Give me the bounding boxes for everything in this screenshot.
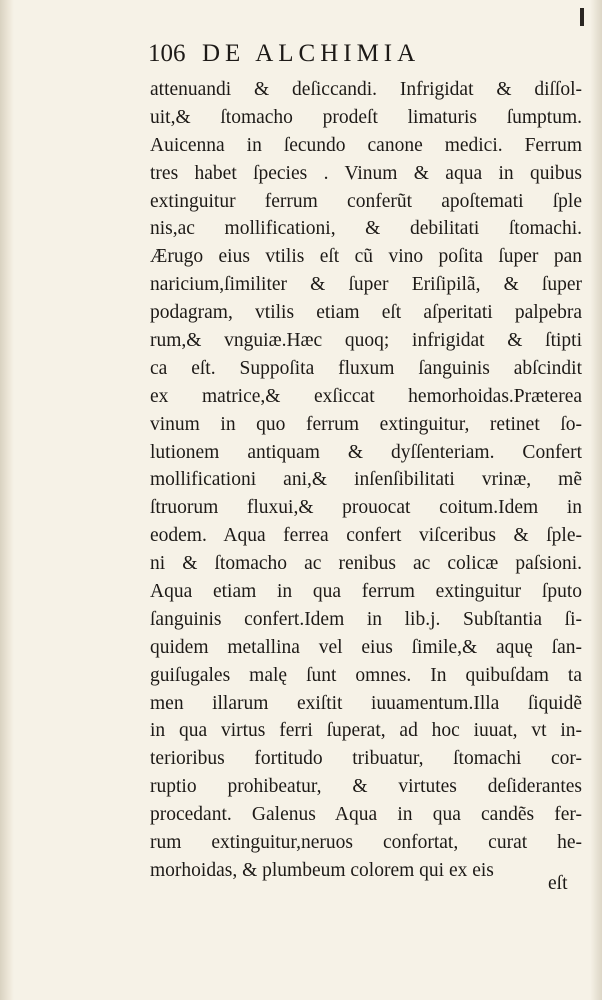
text-line: rum extinguitur,neruos confortat, curat he-	[150, 832, 582, 854]
running-title: DE ALCHIMIA	[202, 40, 421, 67]
text-line: tres habet ſpecies . Vinum & aqua in quibus	[150, 162, 582, 184]
body-text	[150, 76, 582, 885]
text-line: podagram, vtilis etiam eſt aſperitati palpebra	[150, 302, 582, 324]
text-line: uit,& ſtomacho prodeſt limaturis ſumptum.	[150, 106, 582, 128]
text-line: attenuandi & deſiccandi. Infrigidat & diſſol-	[150, 79, 582, 100]
text-line: extinguitur ferrum conferũt apoſtemati ſple	[150, 190, 582, 212]
text-line: mollificationi ani,& inſenſibilitati vrinæ, mẽ	[150, 469, 582, 491]
text-line: ni & ſtomacho ac renibus ac colicæ paſsioni.	[150, 553, 582, 575]
page-gutter-shadow	[0, 0, 14, 1000]
text-line: ca eſt. Suppoſita fluxum ſanguinis abſcindit	[150, 357, 582, 379]
text-line: Aqua etiam in qua ferrum extinguitur ſputo	[150, 581, 582, 603]
text-line: quidem metallina vel eius ſimile,& aquę ſan-	[150, 636, 582, 658]
text-line: ſanguinis confert.Idem in lib.j. Subſtantia ſi-	[150, 608, 582, 630]
text-line: Auicenna in ſecundo canone medici. Ferrum	[150, 134, 582, 156]
page-edge-shadow	[590, 0, 602, 1000]
catchword: eſt	[548, 873, 568, 894]
text-line: procedant. Galenus Aqua in qua candẽs fer-	[150, 804, 582, 826]
text-line: in qua virtus ferri ſuperat, ad hoc iuuat, vt in-	[150, 720, 582, 742]
text-line: Ærugo eius vtilis eſt cũ vino poſita ſuper pan	[150, 246, 582, 268]
page-number: 106	[148, 40, 186, 67]
text-line: eodem. Aqua ferrea confert viſceribus & ſple-	[150, 525, 582, 547]
text-line: morhoidas, & plumbeum colorem qui ex eis	[150, 859, 494, 881]
text-line: lutionem antiquam & dyſſenteriam. Confert	[150, 441, 582, 463]
text-line: terioribus fortitudo tribuatur, ſtomachi cor-	[150, 748, 582, 770]
text-line: men illarum exiſtit iuuamentum.Illa ſiquidẽ	[150, 692, 582, 714]
text-line: ruptio prohibeatur, & virtutes deſiderantes	[150, 776, 582, 798]
text-line: ex matrice,& exſiccat hemorhoidas.Præterea	[150, 385, 582, 407]
text-line: rum,& vnguiæ.Hæc quoq; infrigidat & ſtipti	[150, 330, 582, 352]
text-line: naricium,ſimiliter & ſuper Eriſipilã, & ſuper	[150, 274, 582, 296]
text-line: guiſugales malę ſunt omnes. In quibuſdam ta	[150, 664, 582, 686]
text-line: vinum in quo ferrum extinguitur, retinet ſo-	[150, 413, 582, 435]
text-line: nis,ac mollificationi, & debilitati ſtomachi.	[150, 218, 582, 240]
text-line: ſtruorum fluxui,& prouocat coitum.Idem in	[150, 497, 582, 519]
margin-ink-mark	[580, 8, 584, 26]
page-header	[148, 40, 508, 74]
